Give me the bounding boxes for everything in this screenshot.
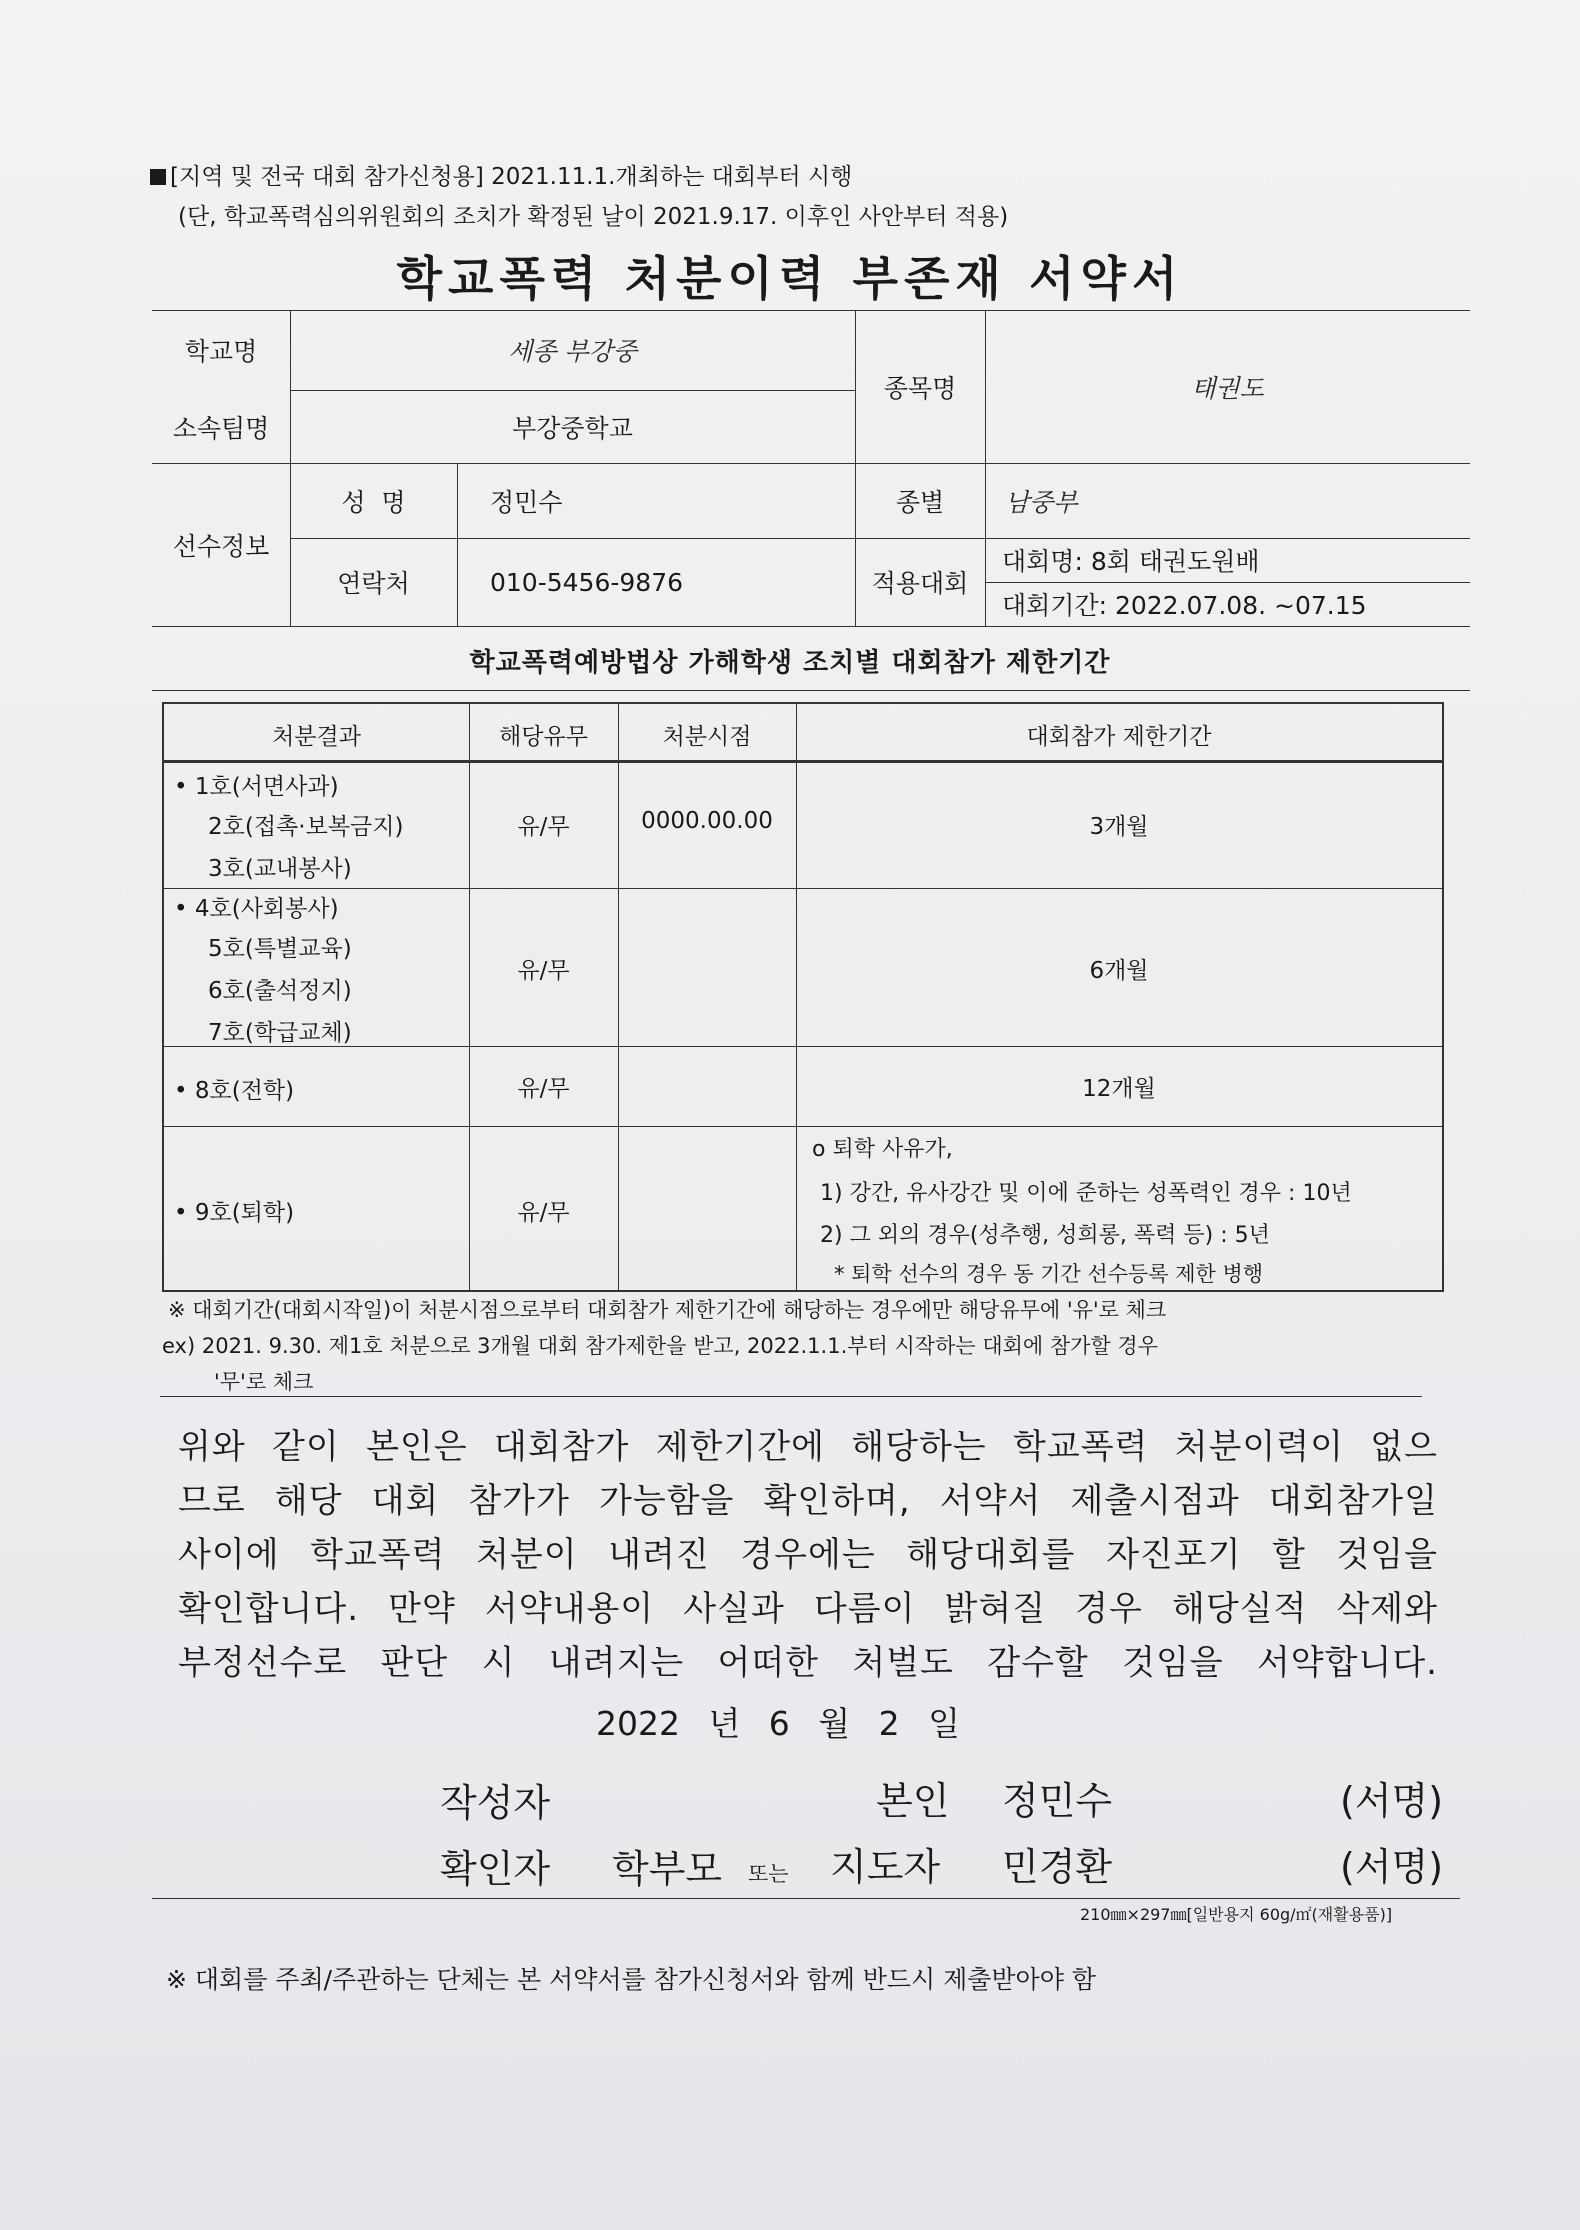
- header-result: 처분결과: [272, 724, 361, 750]
- team-label: 소속팀명: [172, 413, 270, 443]
- row2-applicable: 유/무: [517, 958, 570, 984]
- square-bullet-icon: [150, 169, 166, 185]
- confirmer-role-parent: 학부모: [612, 1847, 723, 1891]
- info-line: [152, 690, 1470, 691]
- competition-period: 대회기간: 2022.07.08. ~07.15: [1002, 591, 1367, 620]
- writer-role: 본인: [876, 1779, 950, 1823]
- row3-applicable: 유/무: [517, 1076, 570, 1102]
- pledge-line: 므로 해당 대회 참가가 가능함을 확인하며, 서약서 제출시점과 대회참가일: [178, 1481, 1438, 1521]
- note-line1: ※ 대회기간(대회시작일)이 처분시점으로부터 대회참가 제한기간에 해당하는 경우에만 해당유무에 '유'로 체크: [168, 1298, 1167, 1322]
- row1-period: 3개월: [1089, 814, 1149, 840]
- note-line3: '무'로 체크: [214, 1370, 314, 1394]
- school-label: 학교명: [184, 337, 258, 366]
- writer-sign-label: (서명): [1340, 1779, 1444, 1823]
- note-divider: [160, 1396, 1422, 1397]
- contact-label: 연락처: [337, 569, 410, 598]
- pledge-line: 부정선수로 판단 시 내려지는 어떠한 처벌도 감수할 것임을 서약합니다.: [178, 1643, 1438, 1683]
- row4-item1: • 9호(퇴학): [174, 1200, 295, 1226]
- table-row-line: [164, 1126, 1442, 1127]
- header-applicable: 해당유무: [499, 724, 588, 750]
- restriction-subtitle: 학교폭력예방법상 가해학생 조치별 대회참가 제한기간: [469, 648, 1111, 678]
- writer-name: 정민수: [1002, 1779, 1113, 1823]
- row4-period-line2: 1) 강간, 유사강간 및 이에 준하는 성폭력인 경우 : 10년: [820, 1181, 1352, 1206]
- school-value: 세종 부강중: [508, 337, 637, 366]
- row4-period-line1: o 퇴학 사유가,: [812, 1137, 953, 1162]
- confirmer-label: 확인자: [440, 1847, 551, 1891]
- table-col-line: [796, 704, 797, 1290]
- header-subnotice: (단, 학교폭력심의위원회의 조치가 확정된 날이 2021.9.17. 이후인 사안부터 적용): [178, 204, 1009, 230]
- row4-applicable: 유/무: [517, 1200, 570, 1226]
- pledge-line: 확인합니다. 만약 서약내용이 사실과 다름이 밝혀질 경우 해당실적 삭제와: [178, 1589, 1438, 1629]
- row2-item2: 5호(특별교육): [208, 936, 352, 962]
- note-line2: ex) 2021. 9.30. 제1호 처분으로 3개월 대회 참가제한을 받고, 2022.1.1.부터 시작하는 대회에 참가할 경우: [162, 1334, 1158, 1358]
- row4-period-line4: * 퇴학 선수의 경우 동 기간 선수등록 제한 병행: [834, 1262, 1264, 1286]
- restriction-table: [162, 702, 1444, 1292]
- row4-period-line3: 2) 그 외의 경우(성추행, 성희롱, 폭력 등) : 5년: [820, 1223, 1270, 1248]
- event-label: 종목명: [883, 373, 957, 403]
- row2-item1: • 4호(사회봉사): [174, 896, 339, 922]
- header-line1: [지역 및 전국 대회 참가신청용] 2021.11.1.개최하는 대회부터 시행: [170, 164, 853, 190]
- division-value: 남중부: [1005, 487, 1078, 517]
- row3-period: 12개월: [1082, 1076, 1156, 1102]
- pledge-date: 2022 년 6 월 2 일: [595, 1704, 961, 1743]
- row2-item4: 7호(학급교체): [208, 1020, 352, 1046]
- paper-spec: 210㎜×297㎜[일반용지 60g/㎡(재활용품)]: [1080, 1905, 1393, 1924]
- row2-period: 6개월: [1089, 958, 1149, 984]
- competition-label: 적용대회: [871, 569, 969, 598]
- table-header-line: [164, 760, 1442, 763]
- row1-applicable: 유/무: [517, 814, 570, 840]
- table-row-line: [164, 1046, 1442, 1047]
- pledge-line: 위와 같이 본인은 대회참가 제한기간에 해당하는 학교폭력 처분이력이 없으: [178, 1427, 1438, 1467]
- header-period: 대회참가 제한기간: [1026, 724, 1212, 750]
- name-value: 정민수: [490, 487, 563, 517]
- name-label: 성 명: [341, 487, 406, 517]
- confirmer-sign-label: (서명): [1340, 1845, 1444, 1889]
- row2-item3: 6호(출석정지): [208, 978, 352, 1004]
- footer-note: ※ 대회를 주최/주관하는 단체는 본 서약서를 참가신청서와 함께 반드시 제출받아야 함: [166, 1965, 1096, 1994]
- row1-item1: • 1호(서면사과): [174, 774, 339, 800]
- confirmer-name: 민경환: [1002, 1845, 1113, 1889]
- competition-name: 대회명: 8회 태권도원배: [1002, 547, 1260, 576]
- row3-item1: • 8호(전학): [174, 1078, 295, 1104]
- row1-item3: 3호(교내봉사): [208, 856, 352, 882]
- contact-value: 010-5456-9876: [490, 567, 684, 597]
- table-row-line: [164, 888, 1442, 889]
- info-vline: [457, 463, 458, 626]
- info-line: [152, 626, 1470, 627]
- bottom-divider: [152, 1898, 1460, 1899]
- pledge-paragraph: [178, 1420, 1438, 1690]
- confirmer-role-coach: 지도자: [830, 1845, 941, 1889]
- row1-date: 0000.00.00: [641, 808, 773, 834]
- pledge-line: 사이에 학교폭력 처분이 내려진 경우에는 해당대회를 자진포기 할 것임을: [178, 1535, 1438, 1575]
- header-notice: [150, 158, 852, 191]
- player-info-label: 선수정보: [172, 531, 270, 561]
- header-date: 처분시점: [662, 724, 752, 750]
- writer-label: 작성자: [440, 1781, 551, 1825]
- row1-item2: 2호(접촉·보복금지): [208, 814, 404, 840]
- event-value: 태권도: [1191, 373, 1264, 403]
- table-col-line: [618, 704, 619, 1290]
- team-value: 부강중학교: [512, 413, 633, 443]
- document-title: 학교폭력 처분이력 부존재 서약서: [396, 252, 1184, 307]
- or-label: 또는: [748, 1862, 789, 1886]
- division-label: 종별: [895, 487, 945, 517]
